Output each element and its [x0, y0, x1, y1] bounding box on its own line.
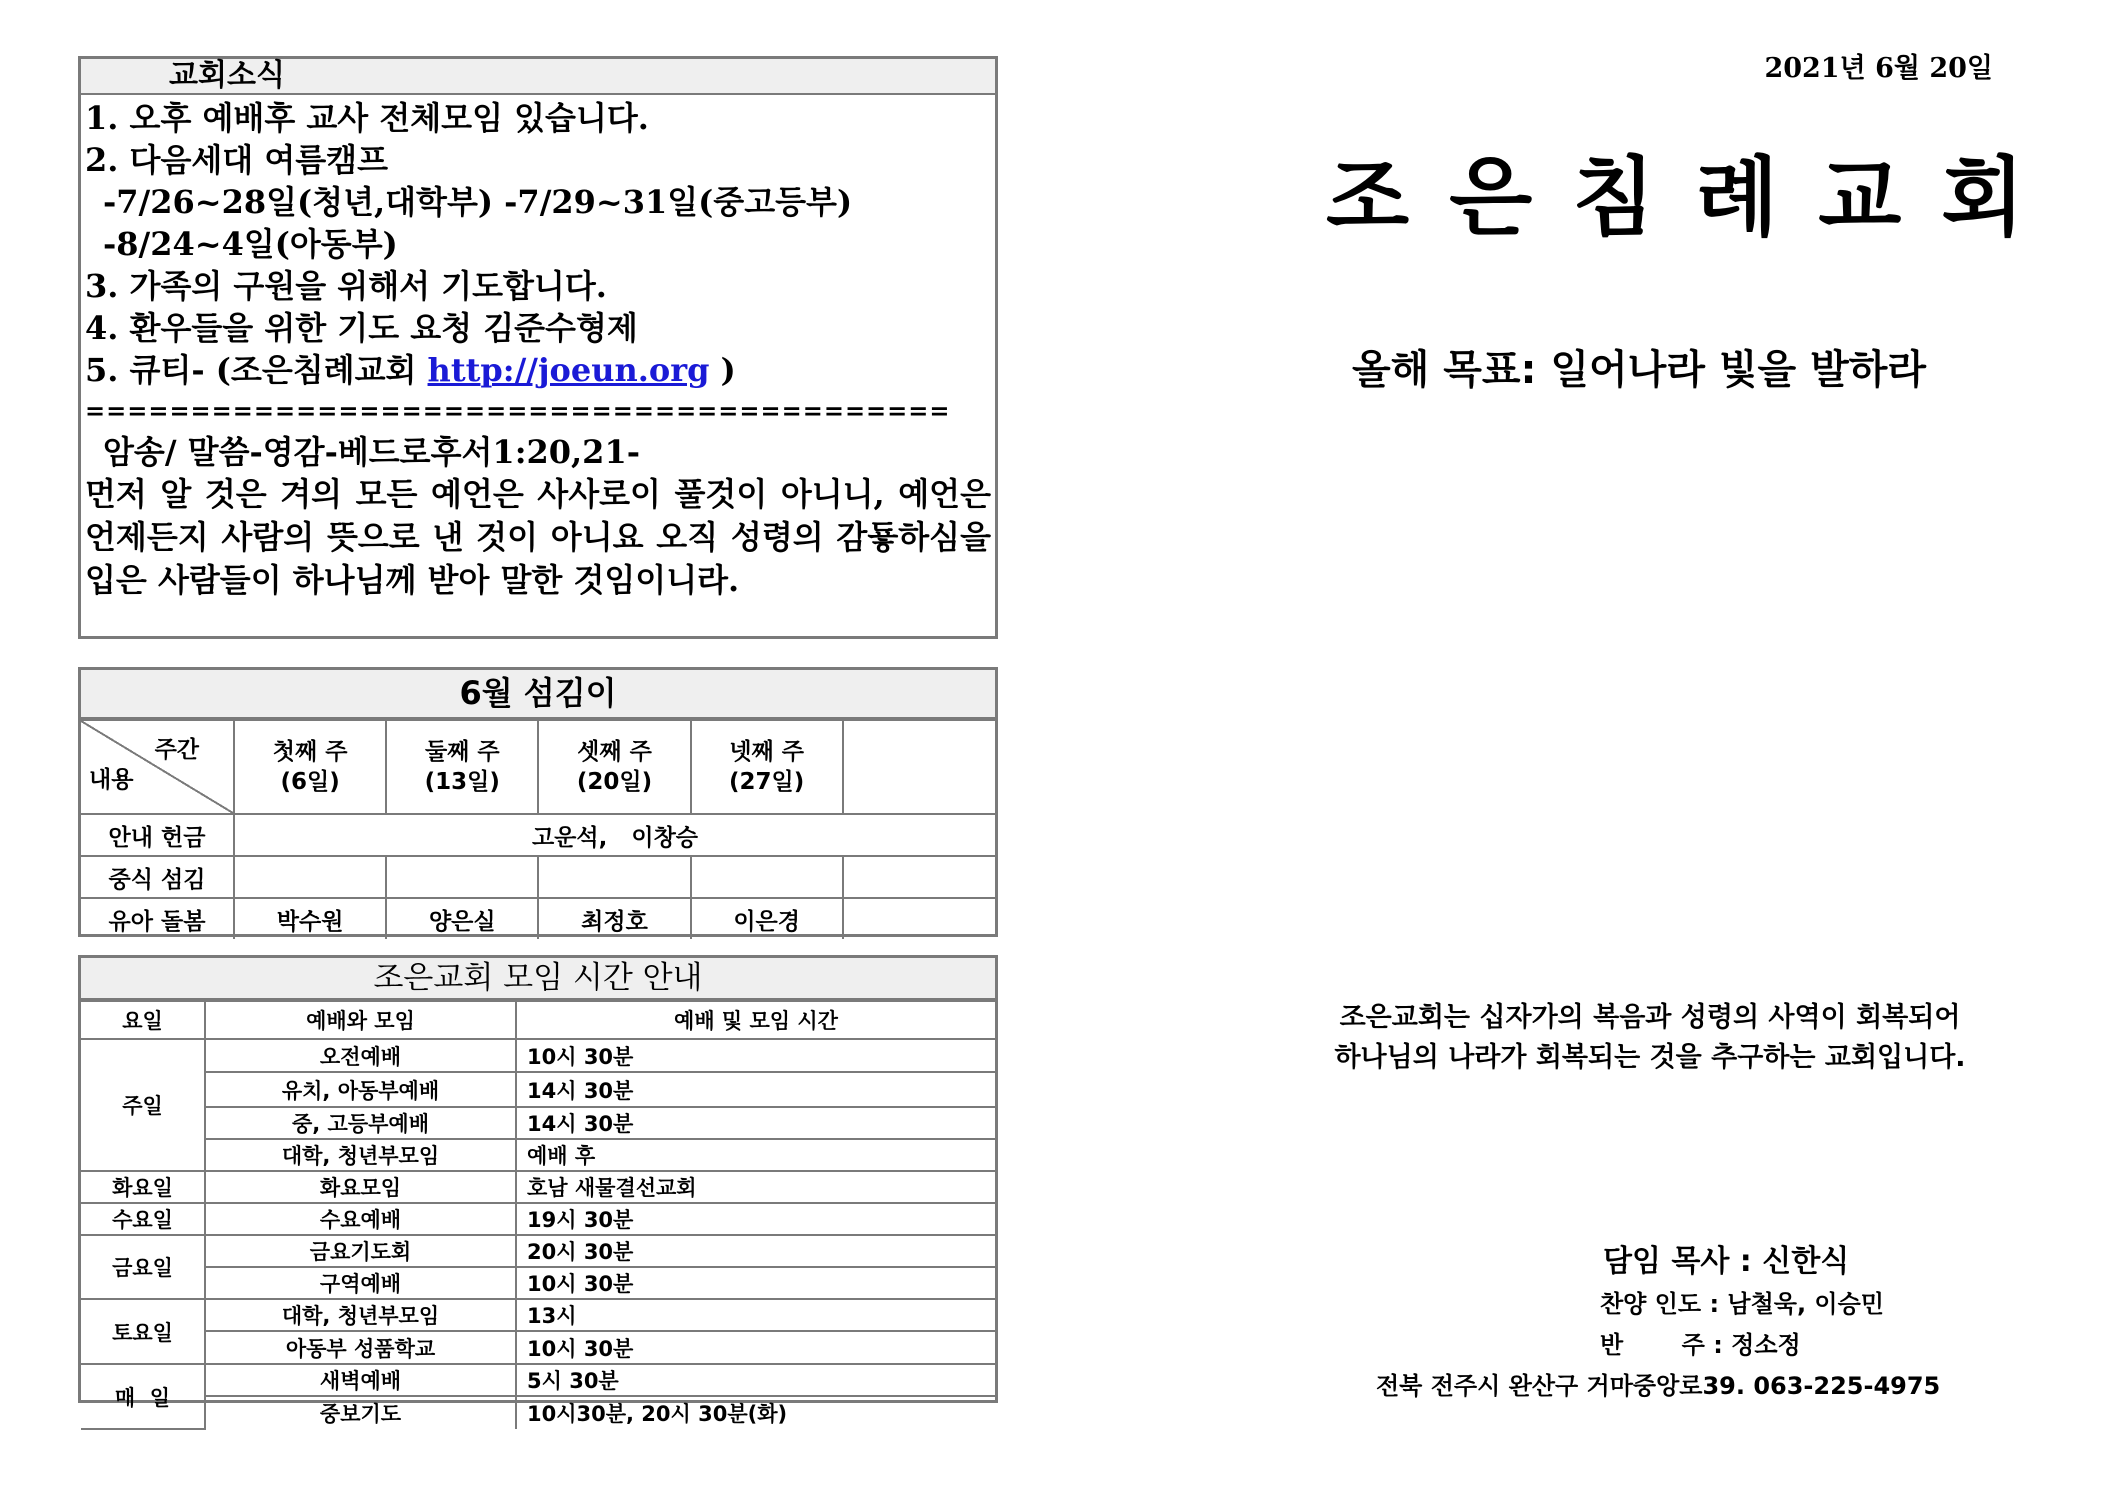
qt-link[interactable]: http://joeun.org [427, 351, 710, 389]
news-item-2-detail-1: -7/26~28일(청년,대학부) -7/29~31일(중고등부) [103, 183, 853, 221]
meeting-time: 10시30분, 20시 30분(화) [516, 1396, 995, 1429]
table-row [81, 1267, 995, 1299]
meeting-name: 구역예배 [205, 1267, 516, 1299]
day-friday: 금요일 [81, 1235, 205, 1299]
table-row [81, 1331, 995, 1364]
week-1-header: 첫째 주 (6일) [234, 720, 386, 814]
meeting-time: 호남 새물결선교회 [516, 1171, 995, 1203]
meeting-time: 20시 30분 [516, 1235, 995, 1267]
table-row [81, 1203, 995, 1235]
mission-line-1: 조은교회는 십자가의 복음과 성령의 사역이 회복되어 [1339, 1002, 1961, 1033]
offering-guide-cell: 고운석, 이창승 [234, 814, 995, 856]
mission-statement [1300, 998, 2000, 1078]
table-row [81, 1171, 995, 1203]
table-cell: 이은경 [691, 898, 843, 939]
header-week-label: 주간 [154, 737, 199, 763]
meeting-time: 예배 후 [516, 1139, 995, 1171]
meeting-times-box [78, 955, 998, 1426]
table-cell: 박수원 [234, 898, 386, 939]
meeting-time: 14시 30분 [516, 1072, 995, 1107]
meeting-time: 14시 30분 [516, 1107, 995, 1139]
meeting-name: 대학, 청년부모임 [205, 1299, 516, 1331]
meeting-name: 새벽예배 [205, 1364, 516, 1396]
church-news-body [81, 95, 995, 602]
day-tuesday: 화요일 [81, 1171, 205, 1203]
news-item-1: 1. 오후 예배후 교사 전체모임 있습니다. [85, 99, 649, 137]
table-row [81, 1364, 995, 1396]
row-label: 중식 섬김 [81, 856, 234, 898]
table-cell: 양은실 [386, 898, 538, 939]
header-day: 요일 [81, 1001, 205, 1039]
day-daily: 매 일 [81, 1364, 205, 1429]
week-2-header: 둘째 주 (13일) [386, 720, 538, 814]
meeting-name: 오전예배 [205, 1039, 516, 1072]
servers-header-row [81, 720, 995, 814]
table-cell: 최정호 [538, 898, 690, 939]
table-cell [843, 856, 995, 898]
bulletin-date: 2021년 6월 20일 [1764, 53, 1993, 84]
table-row [81, 1039, 995, 1072]
servers-table [81, 719, 995, 939]
news-item-5 [85, 349, 991, 391]
yearly-goal: 올해 목표: 일어나라 빛을 발하라 [1352, 347, 1927, 393]
day-sunday: 주일 [81, 1039, 205, 1171]
meeting-time: 10시 30분 [516, 1331, 995, 1364]
meeting-name: 화요모임 [205, 1171, 516, 1203]
row-label: 안내 헌금 [81, 814, 234, 856]
news-item-3: 3. 가족의 구원을 위해서 기도합니다. [85, 267, 607, 305]
table-row [81, 1107, 995, 1139]
meeting-times-table [81, 1000, 995, 1430]
news-item-2-detail-2: -8/24~4일(아동부) [103, 225, 398, 263]
table-cell [234, 856, 386, 898]
meeting-name: 유치, 아동부예배 [205, 1072, 516, 1107]
table-row [81, 898, 995, 939]
qt-prefix: 5. 큐티- (조은침례교회 [85, 351, 428, 389]
week-3-header: 셋째 주 (20일) [538, 720, 690, 814]
week-4-header: 넷째 주 (27일) [691, 720, 843, 814]
header-time: 예배 및 모임 시간 [516, 1001, 995, 1039]
servers-header-corner [81, 720, 234, 814]
table-cell [538, 856, 690, 898]
separator-line: ========================================= [85, 396, 951, 425]
pianist: 반 주 : 정소정 [1600, 1331, 1801, 1359]
table-row [81, 1299, 995, 1331]
servers-title: 6월 섬김이 [81, 670, 995, 719]
meeting-time: 5시 30분 [516, 1364, 995, 1396]
meeting-time: 10시 30분 [516, 1267, 995, 1299]
week-5-header [843, 720, 995, 814]
servers-box [78, 667, 998, 937]
qt-suffix: ) [709, 351, 736, 389]
senior-pastor: 담임 목사 : 신한식 [1603, 1244, 1850, 1279]
day-wednesday: 수요일 [81, 1203, 205, 1235]
meeting-name: 수요예배 [205, 1203, 516, 1235]
table-row [81, 1235, 995, 1267]
header-meeting: 예배와 모임 [205, 1001, 516, 1039]
row-label: 유아 돌봄 [81, 898, 234, 939]
meeting-time: 10시 30분 [516, 1039, 995, 1072]
memory-verse-title: 암송/ 말씀-영감-베드로후서1:20,21- [103, 433, 640, 471]
meeting-time: 19시 30분 [516, 1203, 995, 1235]
day-saturday: 토요일 [81, 1299, 205, 1364]
meeting-time: 13시 [516, 1299, 995, 1331]
church-news-title: 교회소식 [81, 59, 995, 95]
meeting-name: 금요기도회 [205, 1235, 516, 1267]
meeting-header-row [81, 1001, 995, 1039]
church-address: 전북 전주시 완산구 거마중앙로39. 063-225-4975 [1376, 1372, 1941, 1400]
table-row [81, 814, 995, 856]
meeting-times-title: 조은교회 모임 시간 안내 [81, 958, 995, 1000]
table-row [81, 1396, 995, 1429]
worship-leaders: 찬양 인도 : 남철욱, 이승민 [1600, 1290, 1884, 1318]
church-news-box [78, 56, 998, 639]
header-content-label: 내용 [89, 767, 134, 793]
meeting-name: 아동부 성품학교 [205, 1331, 516, 1364]
table-row [81, 856, 995, 898]
table-cell [386, 856, 538, 898]
meeting-name: 중보기도 [205, 1396, 516, 1429]
table-cell [843, 898, 995, 939]
table-cell [691, 856, 843, 898]
table-row [81, 1139, 995, 1171]
meeting-name: 중, 고등부예배 [205, 1107, 516, 1139]
church-name: 조은침례교회 [1326, 148, 2065, 248]
table-row [81, 1072, 995, 1107]
news-item-2: 2. 다음세대 여름캠프 [85, 141, 388, 179]
mission-line-2: 하나님의 나라가 회복되는 것을 추구하는 교회입니다. [1334, 1042, 1966, 1073]
meeting-name: 대학, 청년부모임 [205, 1139, 516, 1171]
news-item-4: 4. 환우들을 위한 기도 요청 김준수형제 [85, 309, 638, 347]
memory-verse-text: 먼저 알 것은 겨의 모든 예언은 사사로이 풀것이 아니니, 예언은 언제든지 사람의 뜻으로 낸 것이 아니요 오직 성령의 감둏하심을 입은 사람들이 하나님께 받아 말한 것임이니라. [85, 475, 991, 599]
